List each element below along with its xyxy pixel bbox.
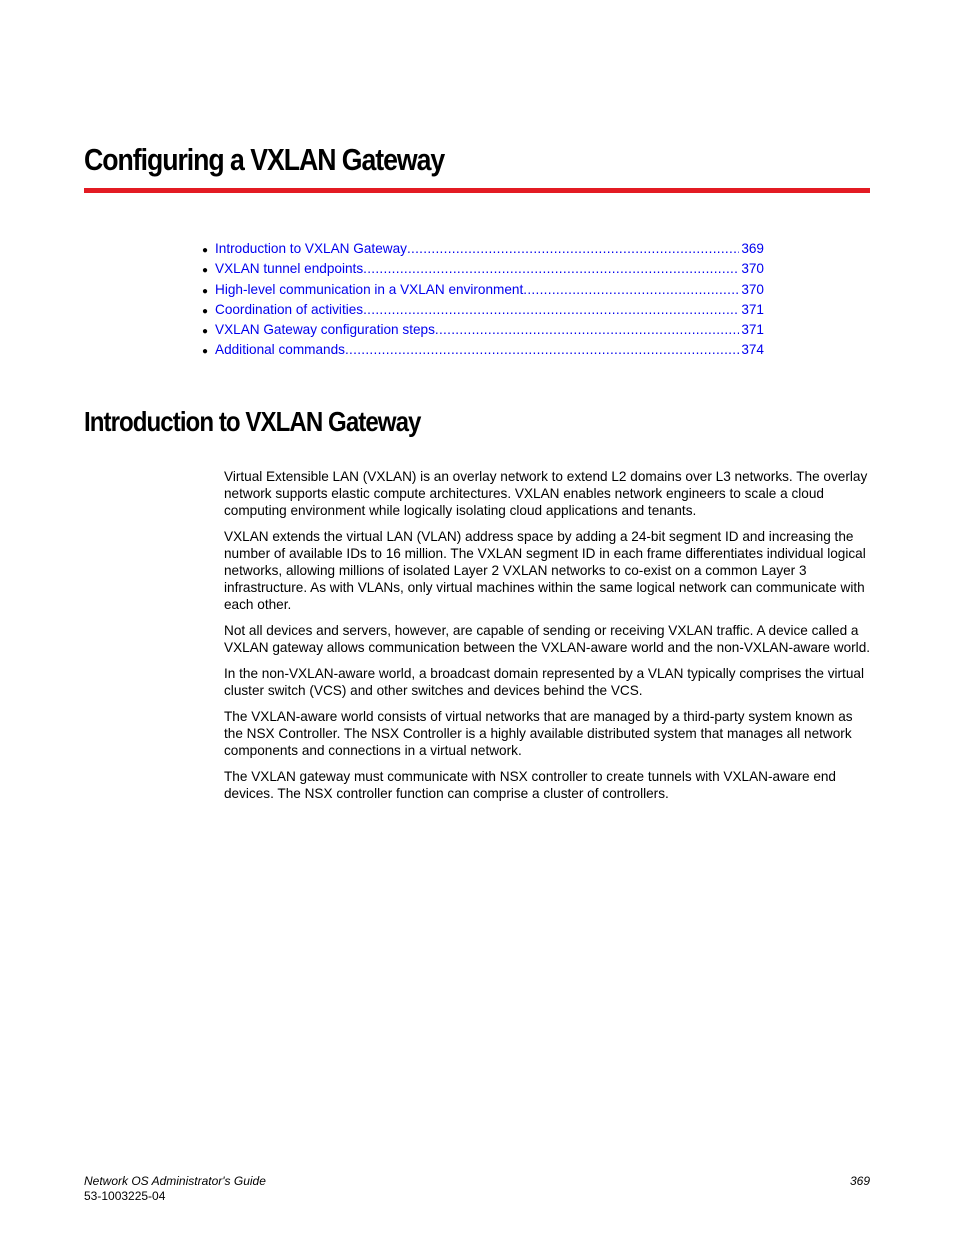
bullet-icon: ● (202, 326, 209, 338)
toc-item (202, 300, 764, 320)
bullet-icon: ● (202, 245, 209, 256)
toc-item (202, 259, 764, 279)
toc-link-configuration-steps[interactable] (215, 320, 764, 340)
footer-guide-title: Network OS Administrator's Guide (84, 1174, 266, 1188)
page-footer (84, 1174, 266, 1204)
toc-link-high-level-communication[interactable] (215, 280, 764, 300)
toc-link-coordination[interactable] (215, 300, 764, 320)
toc-leader (345, 340, 739, 360)
toc-leader (407, 239, 739, 259)
toc-leader (363, 259, 739, 279)
toc-link-introduction[interactable] (215, 239, 764, 259)
footer-page-number: 369 (849, 1174, 870, 1188)
toc-item (202, 320, 764, 340)
toc-page-number: 369 (741, 241, 764, 256)
toc-item (202, 280, 764, 300)
paragraph: The VXLAN-aware world consists of virtual networks that are managed by a third-party system known as the NSX Controller. The NSX Controller is a highly available distributed system that manages all network components and connections in a virtual network. (224, 709, 853, 758)
footer-doc-number: 53-1003225-04 (84, 1189, 166, 1203)
toc-label: VXLAN tunnel endpoints (215, 261, 364, 277)
toc-label: VXLAN Gateway configuration steps (215, 322, 435, 338)
bullet-icon: ● (202, 305, 209, 317)
toc-item (202, 239, 764, 259)
toc-page-number: 370 (741, 261, 764, 277)
section-body (224, 468, 874, 811)
toc-page-number: 371 (741, 322, 764, 338)
bullet-icon: ● (202, 346, 209, 358)
toc-label: High-level communication in a VXLAN environment (215, 281, 524, 297)
bullet-icon: ● (202, 285, 209, 297)
toc-label: Additional commands (215, 342, 345, 358)
toc-leader (435, 320, 739, 340)
paragraph: The VXLAN gateway must communicate with NSX controller to create tunnels with VXLAN-aware end devices. The NSX controller function can comprise a cluster of controllers. (224, 769, 836, 801)
toc-label: Coordination of activities (215, 301, 364, 317)
toc-leader (363, 300, 739, 320)
paragraph: Not all devices and servers, however, are capable of sending or receiving VXLAN traffic. A device called a VXLAN gateway allows communication between the VXLAN-aware world and the non-VXLAN-aware world. (224, 623, 871, 655)
chapter-title: Configuring a VXLAN Gateway (84, 142, 445, 177)
toc-link-additional-commands[interactable] (215, 340, 764, 360)
bullet-icon: ● (202, 265, 209, 277)
paragraph: In the non-VXLAN-aware world, a broadcast domain represented by a VLAN typically comprises the virtual cluster switch (VCS) and other switches and devices behind the VCS. (224, 666, 864, 698)
section-title: Introduction to VXLAN Gateway (84, 406, 421, 437)
title-rule (84, 188, 870, 193)
chapter-toc (202, 239, 764, 361)
toc-label: Introduction to VXLAN Gateway (215, 241, 407, 256)
toc-link-tunnel-endpoints[interactable] (215, 259, 764, 279)
toc-page-number: 374 (741, 342, 764, 358)
paragraph: VXLAN extends the virtual LAN (VLAN) address space by adding a 24-bit segment ID and increasing the number of available IDs to 16 million. The VXLAN segment ID in each frame differentiates individual logical networks, allowing millions of isolated Layer 2 VXLAN networks to co-exist on a common Layer 3 infrastructure. As with VLANs, only virtual machines within the same logical network can communicate with each other. (224, 529, 866, 612)
toc-page-number: 370 (741, 281, 764, 297)
paragraph: Virtual Extensible LAN (VXLAN) is an overlay network to extend L2 domains over L3 networks. The overlay network supports elastic compute architectures. VXLAN enables network engineers to scale a cloud computing environment while logically isolating cloud applications and tenants. (224, 469, 868, 518)
toc-leader (523, 280, 739, 300)
toc-page-number: 371 (741, 301, 764, 317)
toc-item (202, 340, 764, 360)
